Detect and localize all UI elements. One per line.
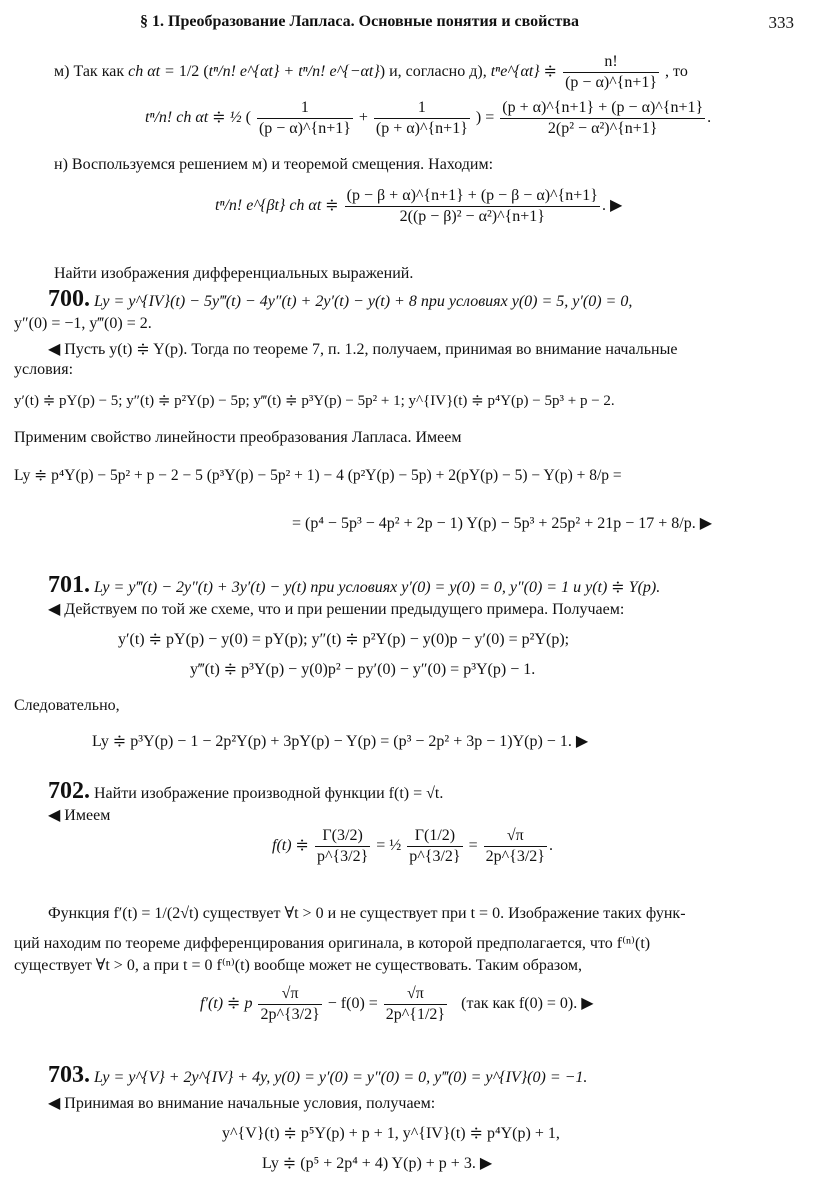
p702-c-n3: √π — [484, 826, 547, 847]
m2-f1-num: 1 — [257, 98, 353, 119]
m-term2: tⁿ/n! e^{−αt} — [298, 63, 380, 81]
p702-g-lhs: f′(t) ≑ p — [200, 995, 253, 1013]
problem-702-display-2 — [200, 984, 594, 1025]
m-intro: м) Так как — [54, 63, 125, 81]
p702-c-eq: = — [468, 837, 478, 855]
m-fraction — [563, 52, 659, 93]
m-formula-line: м) Так как ch αt = 1/2 (tⁿ/n! e^{αt} + tⁿ/n! e^{−αt}) и, согласно д), tⁿe^{αt} ≑ $\frac{n!}{(p - \alpha)\^{}\{n+1\}}$ , то — [54, 53, 688, 91]
p702-g-frac1 — [258, 984, 321, 1025]
n-end: . ▶ — [601, 197, 623, 215]
problem-703-line-d: Ly ≑ (p⁵ + 2p⁴ + 4) Y(p) + p + 3. ▶ — [262, 1155, 493, 1172]
m-rel: tⁿe^{αt} ≑ — [490, 63, 558, 81]
problem-700-line-b: y″(0) = −1, y‴(0) = 2. — [14, 315, 152, 332]
p702-c-frac2 — [407, 826, 462, 867]
task-heading: Найти изображения дифференциальных выражений. — [54, 265, 414, 282]
problem-702-statement — [48, 776, 443, 806]
m2-frac1 — [257, 98, 353, 139]
problem-701-number: 701. — [48, 572, 90, 598]
m-display-formula: tⁿ/n! ch αt ≑ ½ ( $\frac{1}{(p - \alpha)\^{}\{n+1\}}$ + $\frac{1}{(p + \alpha)\^{}\{n+1\}}$ ) = $\frac{(p + \alpha)\^{}\{n+1\} + (p - \alpha)\^{}\{n+1\}}{\text{2(p² − α²)\textasciicircum{}\{n+1\}}}$ . — [145, 99, 712, 137]
n-display-formula — [215, 186, 622, 227]
problem-703-statement — [48, 1060, 587, 1090]
p702-c-frac1 — [315, 826, 370, 867]
m2-lhs: tⁿ/n! ch αt ≑ ½ — [145, 109, 242, 127]
p702-c-d1: p^{3/2} — [316, 848, 369, 865]
n-lhs: tⁿ/n! e^{βt} ch αt ≑ — [215, 197, 339, 215]
problem-700-line-g: Ly ≑ p⁴Y(p) − 5p² + p − 2 − 5 (p³Y(p) − 5p² + 1) − 4 (p²Y(p) − 5p) + 2(pY(p) − 5) − Y(p) + 8/p = — [14, 467, 622, 484]
p702-c-frac3 — [484, 826, 547, 867]
m-num: n! — [563, 52, 659, 73]
page-number: 333 — [768, 13, 794, 32]
problem-701-line-b: ◀ Действуем по той же схеме, что и при решении предыдущего примера. Получаем: — [48, 601, 625, 618]
problem-700-number: 700. — [48, 286, 90, 312]
n-fraction — [345, 186, 600, 227]
problem-702-line-a: Найти изображение производной функции f(t) = √t. — [94, 785, 444, 802]
problem-701-statement — [48, 570, 660, 600]
m2-result — [500, 98, 705, 139]
problem-701-line-f: Ly ≑ p³Y(p) − 1 − 2p²Y(p) + 3pY(p) − Y(p) = (p³ − 2p² + 3p − 1)Y(p) − 1. ▶ — [92, 733, 589, 750]
m-to: , то — [665, 63, 688, 81]
p702-g-frac2 — [384, 984, 447, 1025]
m2-frac2 — [374, 98, 470, 139]
p702-c-lhs: f(t) ≑ — [272, 837, 309, 855]
p702-g-d2: 2p^{1/2} — [385, 1006, 446, 1023]
m-half: 1/2 — [178, 63, 200, 81]
p702-c-end: . — [548, 837, 553, 855]
n-num: (p − β + α)^{n+1} + (p − β − α)^{n+1} — [345, 186, 600, 207]
problem-700-line-d: условия: — [14, 361, 74, 378]
p702-g-end: (так как f(0) = 0). ▶ — [461, 995, 594, 1013]
m-ch: ch αt = — [128, 63, 175, 81]
problem-702-line-e: ций находим по теореме дифференцирования оригинала, в которой предполагается, что f⁽ⁿ⁾(t) — [14, 935, 651, 952]
problem-702-line-d: Функция f′(t) = 1/(2√t) существует ∀t > 0 и не существует при t = 0. Изображение таких функ- — [48, 905, 686, 922]
p702-c-n1: Γ(3/2) — [315, 826, 370, 847]
m2-result-num: (p + α)^{n+1} + (p − α)^{n+1} — [500, 98, 705, 119]
problem-703-number: 703. — [48, 1062, 90, 1088]
m2-f2-den: (p + α)^{n+1} — [375, 120, 468, 137]
p702-c-mid: = ½ — [376, 837, 402, 855]
problem-701-line-c: y′(t) ≑ pY(p) − y(0) = pY(p); y″(t) ≑ p²Y(p) − y(0)p − y′(0) = p²Y(p); — [118, 631, 570, 648]
problem-703-line-c: y^{V}(t) ≑ p⁵Y(p) + p + 1, y^{IV}(t) ≑ p⁴Y(p) + 1, — [222, 1125, 560, 1142]
p702-g-n2: √π — [384, 984, 447, 1005]
p702-g-n1: √π — [258, 984, 321, 1005]
m-text: и, согласно д), — [389, 63, 487, 81]
p702-c-n2: Γ(1/2) — [407, 826, 462, 847]
p702-g-mid: − f(0) = — [327, 995, 378, 1013]
problem-701-line-e: Следовательно, — [14, 697, 120, 714]
problem-702-display-1 — [272, 826, 553, 867]
problem-701-line-a: Ly = y‴(t) − 2y″(t) + 3y′(t) − y(t) при условиях y′(0) = y(0) = 0, y″(0) = 1 и y(t) ≑ Y(p). — [94, 579, 661, 596]
problem-700-line-c: ◀ Пусть y(t) ≑ Y(p). Тогда по теореме 7, п. 1.2, получаем, принимая во внимание начальные — [48, 341, 678, 358]
m2-result-den: 2(p² − α²)^{n+1} — [547, 120, 658, 137]
m2-f1-den: (p − α)^{n+1} — [258, 120, 351, 137]
problem-703-line-a: Ly = y^{V} + 2y^{IV} + 4y, y(0) = y′(0) = y″(0) = 0, y‴(0) = y^{IV}(0) = −1. — [94, 1069, 588, 1086]
m2-f2-num: 1 — [374, 98, 470, 119]
problem-700-statement — [48, 284, 632, 314]
problem-700-line-f: Применим свойство линейности преобразования Лапласа. Имеем — [14, 429, 462, 446]
p702-c-d2: p^{3/2} — [409, 848, 461, 865]
problem-703-line-b: ◀ Принимая во внимание начальные условия, получаем: — [48, 1095, 436, 1112]
problem-700-line-h: = (p⁴ − 5p³ − 4p² + 2p − 1) Y(p) − 5p³ + 25p² + 21p − 17 + 8/p. ▶ — [292, 515, 713, 532]
problem-700-line-a: Ly = y^{IV}(t) − 5y‴(t) − 4y″(t) + 2y′(t) − y(t) + 8 при условиях y(0) = 5, y′(0) = 0, — [94, 293, 633, 310]
problem-702-line-f: существует ∀t > 0, а при t = 0 f⁽ⁿ⁾(t) вообще может не существовать. Таким образом, — [14, 957, 582, 974]
p702-g-d1: 2p^{3/2} — [260, 1006, 320, 1023]
n-text: н) Воспользуемся решением м) и теоремой смещения. Находим: — [54, 156, 494, 173]
problem-701-line-d: y‴(t) ≑ p³Y(p) − y(0)p² − py′(0) − y″(0) = p³Y(p) − 1. — [190, 661, 536, 678]
m-term1: tⁿ/n! e^{αt} + — [208, 63, 295, 81]
p702-c-d3: 2p^{3/2} — [485, 848, 545, 865]
m-den: (p − α)^{n+1} — [565, 74, 658, 91]
problem-702-line-b: ◀ Имеем — [48, 807, 111, 824]
problem-702-number: 702. — [48, 778, 90, 804]
problem-700-line-e: y′(t) ≑ pY(p) − 5; y″(t) ≑ p²Y(p) − 5p; y‴(t) ≑ p³Y(p) − 5p² + 1; y^{IV}(t) ≑ p⁴Y(p) − 5p³ + p − 2. — [14, 393, 615, 409]
n-den: 2((p − β)² − α²)^{n+1} — [399, 208, 545, 225]
running-header: § 1. Преобразование Лапласа. Основные понятия и свойства — [140, 13, 579, 30]
